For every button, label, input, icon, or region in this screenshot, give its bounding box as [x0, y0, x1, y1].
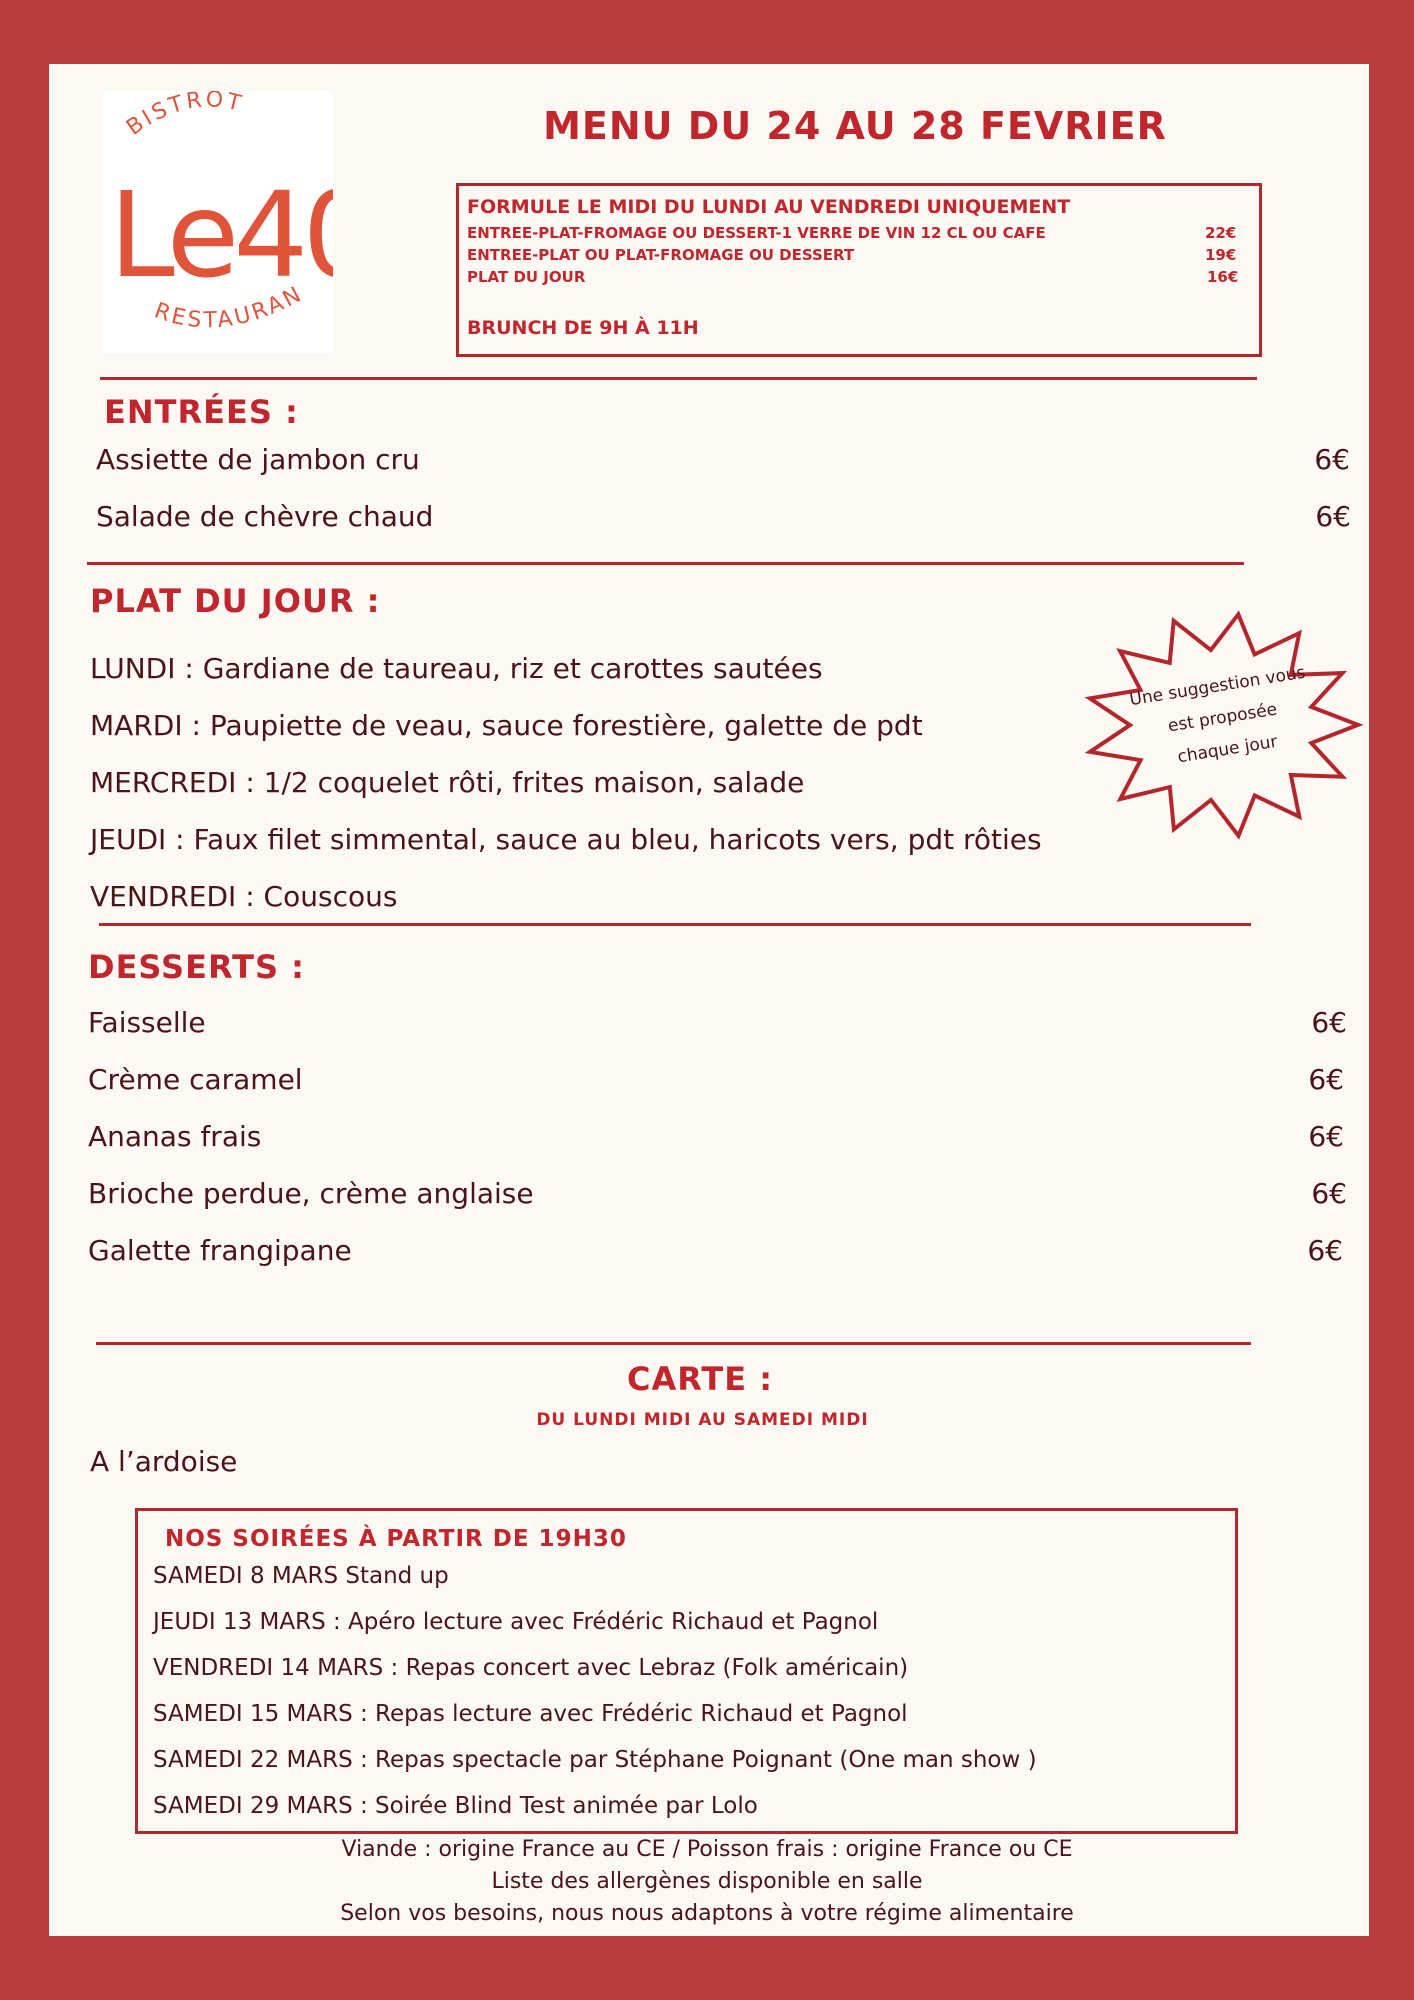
dessert-price: 6€ — [1308, 1063, 1344, 1096]
page-title: MENU DU 24 AU 28 FEVRIER — [543, 104, 1167, 148]
dessert-price: 6€ — [1307, 1234, 1343, 1267]
carte-subheading: DU LUNDI MIDI AU SAMEDI MIDI — [536, 1410, 869, 1430]
divider — [99, 923, 1251, 926]
formule-line-3: PLAT DU JOUR — [467, 268, 586, 286]
footer-allergens: Liste des allergènes disponible en salle — [491, 1869, 923, 1894]
soiree-item: SAMEDI 15 MARS : Repas lecture avec Frédéric Richaud et Pagnol — [153, 1701, 908, 1727]
plat-day-jeudi: JEUDI : Faux filet simmental, sauce au bleu, haricots vers, pdt rôties — [90, 823, 1042, 856]
logo-bottom-text: RESTAURAN — [150, 281, 308, 334]
formule-line-1: ENTREE-PLAT-FROMAGE OU DESSERT-1 VERRE DE VIN 12 CL OU CAFE — [467, 224, 1046, 242]
divider — [96, 1342, 1251, 1345]
dessert-item: Ananas frais — [88, 1120, 262, 1153]
carte-heading: CARTE : — [626, 1360, 774, 1398]
dessert-item: Brioche perdue, crème anglaise — [88, 1177, 534, 1210]
soiree-item: SAMEDI 8 MARS Stand up — [153, 1563, 449, 1589]
badge-line: est proposée — [1166, 699, 1279, 737]
badge-line: Une suggestion vous — [1128, 662, 1307, 711]
plat-day-mardi: MARDI : Paupiette de veau, sauce forestière, galette de pdt — [90, 709, 923, 742]
footer-diet: Selon vos besoins, nous nous adaptons à votre régime alimentaire — [340, 1901, 1074, 1926]
plat-du-jour-heading: PLAT DU JOUR : — [90, 582, 381, 620]
dessert-price: 6€ — [1311, 1006, 1347, 1039]
divider — [87, 562, 1244, 565]
dessert-price: 6€ — [1308, 1120, 1344, 1153]
formule-price-1: 22€ — [1205, 224, 1237, 242]
soiree-item: VENDREDI 14 MARS : Repas concert avec Lebraz (Folk américain) — [153, 1655, 909, 1681]
suggestion-badge — [1080, 608, 1365, 843]
divider — [100, 377, 1257, 380]
logo — [103, 91, 333, 353]
soiree-item: SAMEDI 22 MARS : Repas spectacle par Stéphane Poignant (One man show ) — [153, 1747, 1037, 1773]
soiree-item: SAMEDI 29 MARS : Soirée Blind Test animée par Lolo — [153, 1793, 758, 1819]
badge-line: chaque jour — [1176, 731, 1279, 768]
dessert-item: Faisselle — [88, 1006, 206, 1039]
carte-text: A l’ardoise — [90, 1445, 238, 1478]
plat-day-lundi: LUNDI : Gardiane de taureau, riz et carottes sautées — [90, 652, 823, 685]
soiree-item: JEUDI 13 MARS : Apéro lecture avec Frédéric Richaud et Pagnol — [153, 1609, 879, 1635]
dessert-item: Galette frangipane — [88, 1234, 352, 1267]
plat-day-mercredi: MERCREDI : 1/2 coquelet rôti, frites maison, salade — [90, 766, 805, 799]
formule-heading: FORMULE LE MIDI DU LUNDI AU VENDREDI UNIQUEMENT — [467, 196, 1071, 218]
formule-price-2: 19€ — [1205, 246, 1237, 264]
footer-origin: Viande : origine France au CE / Poisson frais : origine France ou CE — [341, 1837, 1073, 1862]
desserts-heading: DESSERTS : — [88, 948, 305, 986]
logo-top-text: BISTROT — [122, 91, 247, 141]
logo-main-text: Le4 — [109, 166, 303, 304]
entrees-heading: ENTRÉES : — [104, 393, 299, 431]
logo-graphic — [103, 91, 333, 353]
formule-price-3: 16€ — [1207, 268, 1239, 286]
entree-item: Assiette de jambon cru — [96, 443, 420, 476]
entree-item: Salade de chèvre chaud — [96, 500, 434, 533]
dessert-price: 6€ — [1311, 1177, 1347, 1210]
brunch-text: BRUNCH DE 9H À 11H — [467, 317, 699, 339]
formule-line-2: ENTREE-PLAT OU PLAT-FROMAGE OU DESSERT — [467, 246, 855, 264]
soirees-heading: NOS SOIRÉES À PARTIR DE 19H30 — [165, 1526, 627, 1552]
dessert-item: Crème caramel — [88, 1063, 303, 1096]
plat-day-vendredi: VENDREDI : Couscous — [90, 880, 398, 913]
entree-price: 6€ — [1315, 500, 1351, 533]
entree-price: 6€ — [1314, 443, 1350, 476]
